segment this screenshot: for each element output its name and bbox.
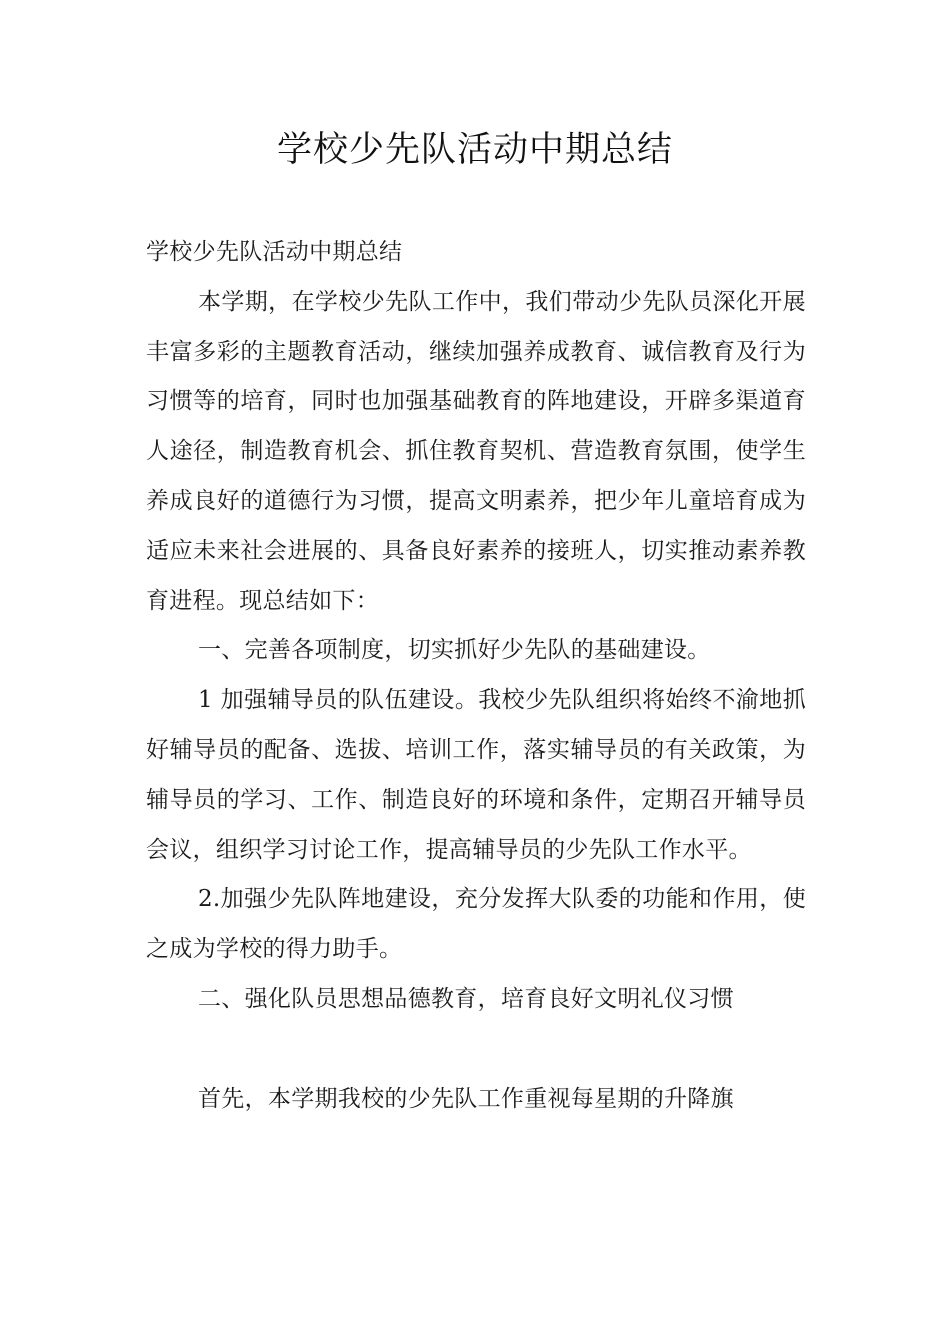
blank-line: [146, 1025, 806, 1075]
item-paragraph-2: 2.加强少先队阵地建设，充分发挥大队委的功能和作用，使之成为学校的得力助手。: [146, 886, 806, 963]
document-title: 学校少先队活动中期总结: [276, 130, 673, 170]
section-heading-2: 二、强化队员思想品德教育，培育良好文明礼仪习惯: [198, 985, 734, 1012]
item-paragraph-1: 1 加强辅导员的队伍建设。我校少先队组织将始终不渝地抓好辅导员的配备、选拔、培训工作，落实辅导员的有关政策，为辅导员的学习、工作、制造良好的环境和条件，定期召开辅导员会议，组织学习讨论工作，提高辅导员的少先队工作水平。: [146, 687, 806, 863]
section-heading-1: 一、完善各项制度，切实抓好少先队的基础建设。: [198, 637, 711, 664]
body-paragraph-last: 首先，本学期我校的少先队工作重视每星期的升降旗: [198, 1085, 734, 1112]
intro-paragraph: 本学期，在学校少先队工作中，我们带动少先队员深化开展丰富多彩的主题教育活动，继续加强养成教育、诚信教育及行为习惯等的培育，同时也加强基础教育的阵地建设，开辟多渠道育人途径，制造教育机会、抓住教育契机、营造教育氛围，使学生养成良好的道德行为习惯，提高文明素养，把少年儿童培育成为适应未来社会进展的、具备良好素养的接班人，切实推动素养教育进程。现总结如下：: [146, 288, 806, 614]
document-body: [146, 228, 806, 1125]
subtitle-paragraph: 学校少先队活动中期总结: [146, 239, 403, 265]
